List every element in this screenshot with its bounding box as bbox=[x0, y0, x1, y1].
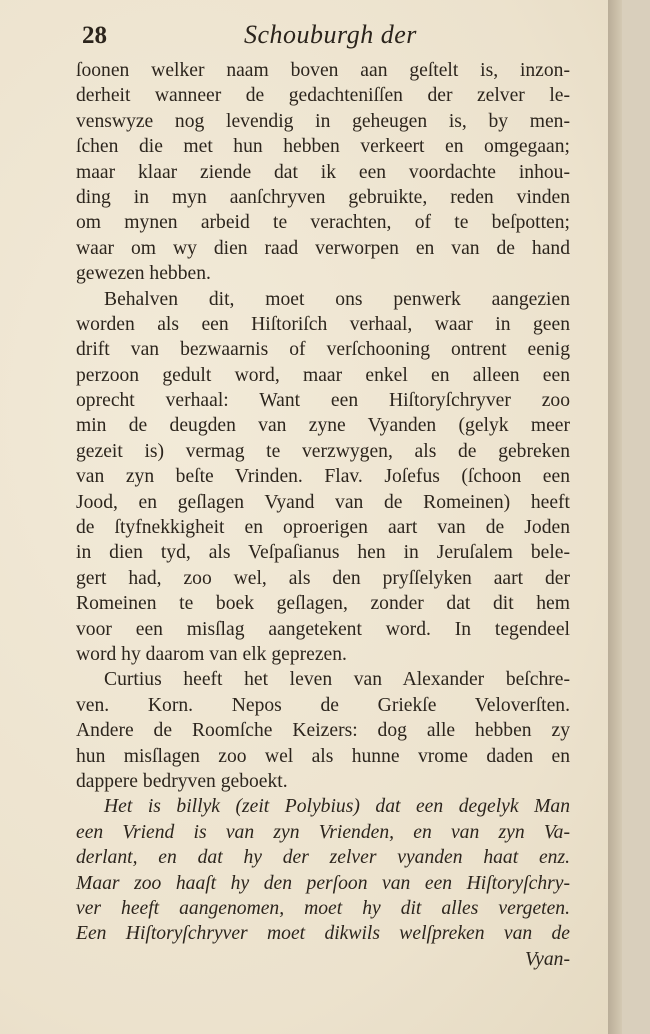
text-line: maar klaar ziende dat ik een voordachte inhou- bbox=[76, 161, 570, 183]
text-line: derheit wanneer de gedachteniſſen der zelver le- bbox=[76, 85, 570, 107]
text-line: Jood, en geſlagen Vyand van de Romeinen) heeft bbox=[76, 491, 570, 513]
text-line: Romeinen te boek geſlagen, zonder dat dit hem bbox=[76, 593, 570, 615]
page-header bbox=[78, 20, 578, 54]
text-line: om mynen arbeid te verachten, of te beſpotten; bbox=[76, 212, 570, 234]
text-line: voor een misſlag aangetekent word. In tegendeel bbox=[76, 618, 570, 640]
text-line: gezeit is) vermag te verzwygen, als de gebreken bbox=[76, 440, 570, 462]
running-title: Schouburgh der bbox=[244, 20, 417, 49]
text-line: een Vriend is van zyn Vrienden, en van zyn Va- bbox=[76, 821, 570, 843]
text-line: in dien tyd, als Veſpaſianus hen in Jeruſalem bele- bbox=[76, 542, 570, 564]
text-line: oprecht verhaal: Want een Hiſtoryſchryver zoo bbox=[76, 390, 570, 412]
text-line: ſchen die met hun hebben verkeert en omgegaan; bbox=[76, 136, 570, 158]
text-line: word hy daarom van elk geprezen. bbox=[76, 643, 347, 665]
text-line: Maar zoo haaſt hy den perſoon van een Hiſtoryſchry- bbox=[76, 872, 570, 894]
text-line: ſoonen welker naam boven aan geſtelt is, inzon- bbox=[76, 60, 570, 81]
text-line: de ſtyfnekkigheit en oproerigen aart van de Joden bbox=[76, 517, 570, 539]
page-gutter-edge bbox=[608, 0, 622, 1034]
text-line: dappere bedryven geboekt. bbox=[76, 770, 288, 792]
text-line: ven. Korn. Nepos de Griekſe Veloverſten. bbox=[76, 694, 570, 716]
text-line: waar om wy dien raad verworpen en van de hand bbox=[76, 237, 570, 259]
text-line: Behalven dit, moet ons penwerk aangezien bbox=[104, 288, 570, 310]
text-line: drift van bezwaarnis of verſchooning ontrent eenig bbox=[76, 339, 570, 361]
text-line: van zyn beſte Vrinden. Flav. Joſefus (ſchoon een bbox=[76, 466, 570, 488]
text-line: ding in myn aanſchryven gebruikte, reden vinden bbox=[76, 186, 570, 208]
text-line: hun misſlagen zoo wel als hunne vrome daden en bbox=[76, 745, 570, 767]
text-line: worden als een Hiſtoriſch verhaal, waar in geen bbox=[76, 313, 570, 335]
text-line: venswyze nog levendig in geheugen is, by men- bbox=[76, 110, 570, 132]
text-line: Het is billyk (zeit Polybius) dat een degelyk Man bbox=[104, 796, 570, 818]
text-line: min de deugden van zyne Vyanden (gelyk meer bbox=[76, 415, 570, 437]
text-line: perzoon gedult word, maar enkel en alleen een bbox=[76, 364, 570, 386]
text-line: derlant, en dat hy der zelver vyanden haat enz. bbox=[76, 847, 570, 869]
text-line: ver heeft aangenomen, moet hy dit alles vergeten. bbox=[76, 897, 570, 919]
text-line: Andere de Roomſche Keizers: dog alle hebben zy bbox=[76, 720, 570, 742]
body-text bbox=[76, 58, 570, 972]
text-line: Curtius heeft het leven van Alexander beſchre- bbox=[104, 669, 570, 691]
page-number: 28 bbox=[82, 22, 107, 49]
text-line: gewezen hebben. bbox=[76, 263, 211, 285]
background-surface bbox=[622, 0, 650, 1034]
text-line: Een Hiſtoryſchryver moet dikwils welſpreken van de bbox=[76, 923, 570, 945]
text-line: gert had, zoo wel, als den pryſſelyken aart der bbox=[76, 567, 570, 589]
text-line: Vyan- bbox=[525, 948, 570, 970]
